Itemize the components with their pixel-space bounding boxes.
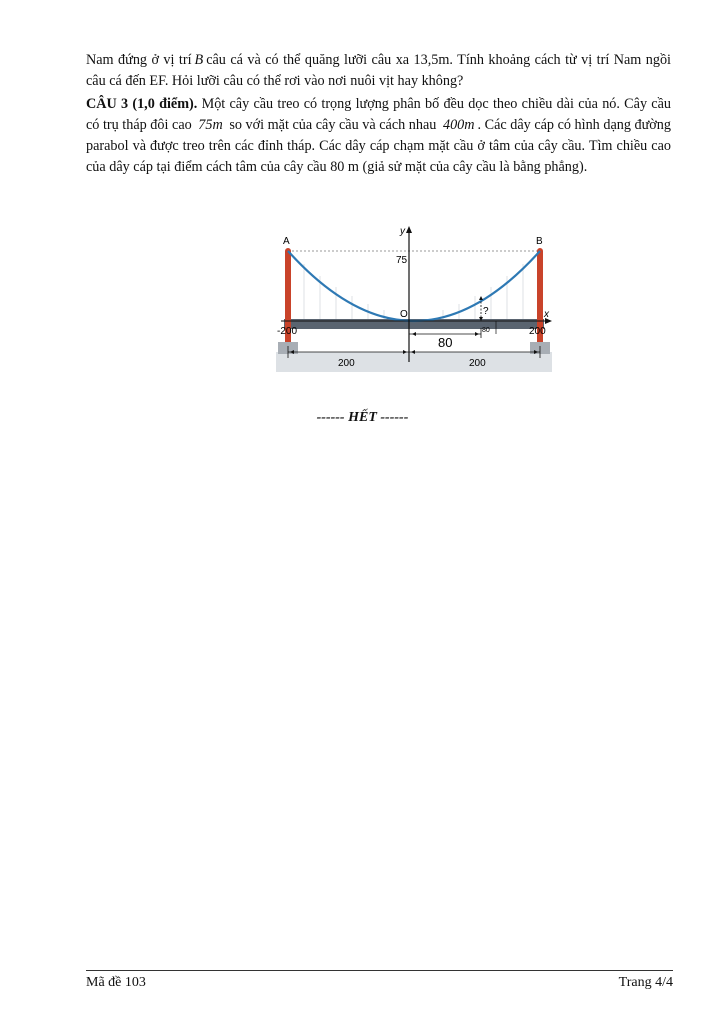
label-question: ? [483,306,489,317]
label-y: y [400,226,405,237]
suspension-bridge-figure [276,224,552,372]
question-3-label: CÂU 3 (1,0 điểm). [86,96,198,112]
ground-strip [276,352,552,372]
label-b: B [536,236,543,247]
page-number: Trang 4/4 [618,975,673,990]
tower-height-value: 75m [198,117,223,133]
dimension-right-200: 200 [469,358,486,369]
tower-distance-value: 400m [442,117,475,133]
label-a: A [283,236,290,247]
paragraph-question-3: CÂU 3 (1,0 điểm). Một cây cầu treo có trọng lượng phân bố đều dọc theo chiều dài của nó. Cây cầu có trụ tháp đôi cao 75m so với mặt của cây cầu và cách nhau 400m . Các dây cáp có hình dạng đường parabol và được treo trên các đỉnh tháp. Các dây cáp chạm mặt cầu ở tâm của cây cầu. Tìm chiều cao của dây cáp tại điểm cách tâm của cây cầu 80 m (giả sử mặt của cây cầu là bằng phẳng). [86,96,671,175]
label-neg200: -200 [277,326,298,337]
label-x: x [544,309,549,320]
label-80: 80 [438,335,453,350]
label-200-axis: 200 [529,326,546,337]
paragraph-question-2-end: Nam đứng ở vị trí B câu cá và có thể quăng lưỡi câu xa 13,5m. Tính khoảng cách từ vị trí Nam ngồi câu cá đến EF. Hỏi lưỡi câu có thể rơi vào nơi nuôi vịt hay không? [86,52,671,89]
exam-code: Mã đề 103 [86,975,146,990]
page-footer [86,975,673,991]
end-marker: ------ HẾT ------ [316,410,409,425]
label-80-small: 80 [482,327,490,334]
variable-b: B [194,52,204,68]
label-75: 75 [396,255,408,266]
document-body [86,50,671,178]
label-o: O [400,309,408,320]
dimension-left-200: 200 [338,358,355,369]
footer-divider [86,970,673,971]
